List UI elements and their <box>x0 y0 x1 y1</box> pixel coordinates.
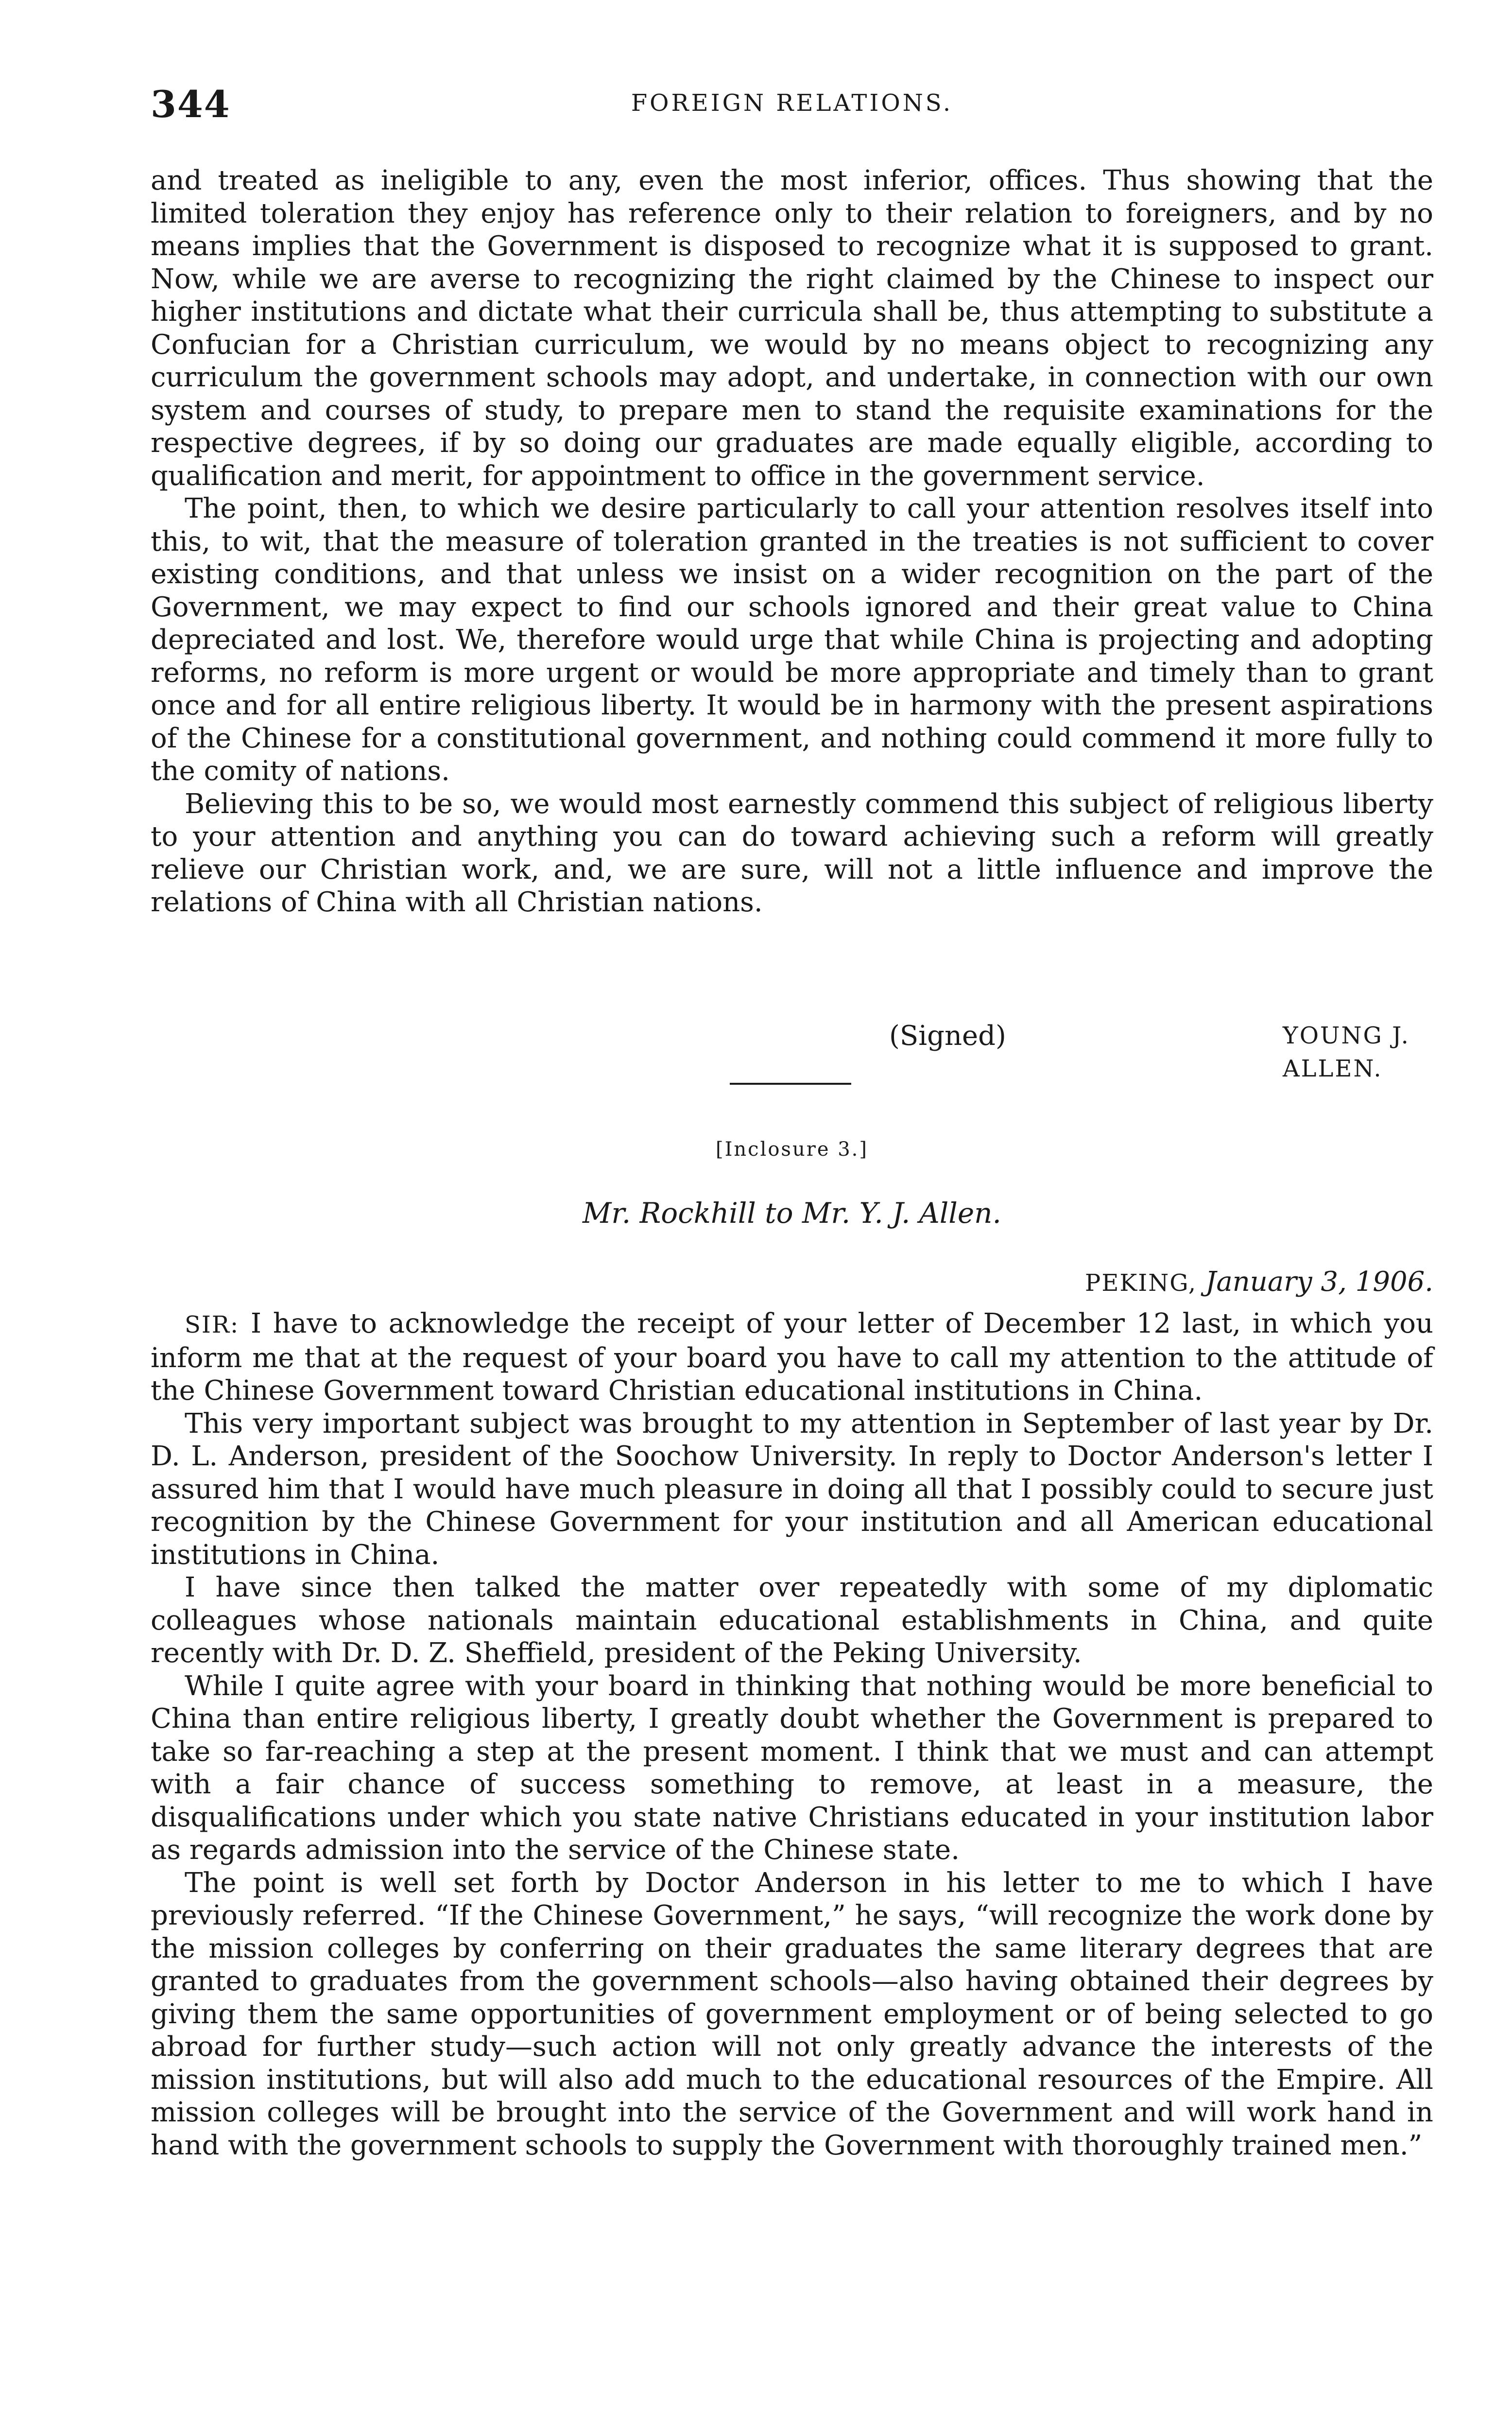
letter-2-opening-paragraph <box>151 1307 1433 1407</box>
letter-1-body <box>151 164 1433 919</box>
inclosure-label: [Inclosure 3.] <box>715 1138 868 1161</box>
section-divider <box>730 1083 851 1085</box>
page-number: 344 <box>151 83 231 126</box>
dateline-date: January 3, 1906. <box>1205 1266 1433 1298</box>
signature-name: YOUNG J. ALLEN. <box>1283 1022 1410 1082</box>
letter-1-paragraph: Believing this to be so, we would most earnestly commend this subject of religious liberty to your attention and anything you can do toward achieving such a reform will greatly relieve our Christian work, and, we are sure, will not a little influence and improve the relations of China with all Christian nations. <box>151 788 1433 918</box>
dateline <box>151 1266 1433 1298</box>
letter-2-paragraph: I have since then talked the matter over repeatedly with some of my diplomatic colleagues whose nationals maintain educational establishments in China, and quite recently with Dr. D. Z. Sheffield, president of the Peking University. <box>151 1572 1433 1669</box>
running-title: FOREIGN RELATIONS. <box>631 89 953 117</box>
dateline-place: PEKING, <box>1085 1269 1197 1297</box>
salutation: SIR: <box>185 1311 240 1338</box>
letter-1-paragraph: The point, then, to which we desire particularly to call your attention resolves itself into this, to wit, that the measure of toleration granted in the treaties is not sufficient to cover existing conditions, and that unless we insist on a wider recognition on the part of the Government, we may expect to find our schools ignored and their great value to China depreciated and lost. We, therefore would urge that while China is projecting and adopting reforms, no reform is more urgent or would be more appropriate and timely than to grant once and for all entire religious liberty. It would be in harmony with the present aspirations of the Chinese for a constitutional government, and nothing could commend it more fully to the comity of nations. <box>151 493 1433 787</box>
running-header <box>151 83 1433 131</box>
opening-text: I have to acknowledge the receipt of your letter of December 12 last, in which you inform me that at the request of your board you have to call my attention to the attitude of the Chinese Government toward Christian educational institutions in China. <box>151 1308 1433 1406</box>
letter-2-body <box>151 1307 1433 2162</box>
signed-label: (Signed) <box>889 1020 1006 1052</box>
letter-2-paragraph: This very important subject was brought to my attention in September of last year by Dr. D. L. Anderson, president of the Soochow University. In reply to Doctor Anderson's letter I assured him that I would have much pleasure in doing all that I possibly could to secure just recognition by the Chinese Government for your institution and all American educational institutions in China. <box>151 1407 1433 1571</box>
letter-1-paragraph: and treated as ineligible to any, even the most inferior, offices. Thus showing that the limited toleration they enjoy has reference only to their relation to foreigners, and by no means implies that the Government is disposed to recognize what it is supposed to grant. Now, while we are averse to recognizing the right claimed by the Chinese to inspect our higher institutions and dictate what their curricula shall be, thus attempting to substitute a Confucian for a Christian curriculum, we would by no means object to recognizing any curriculum the government schools may adopt, and undertake, in connection with our own system and courses of study, to prepare men to stand the requisite examinations for the respective degrees, if by so doing our graduates are made equally eligible, according to qualification and merit, for appointment to office in the government service. <box>151 165 1433 492</box>
letter-2-paragraph: While I quite agree with your board in thinking that nothing would be more beneficial to China than entire religious liberty, I greatly doubt whether the Government is prepared to take so far-reaching a step at the present moment. I think that we must and can attempt with a fair chance of success something to remove, at least in a measure, the disqualifications under which you state native Christians educated in your institution labor as regards admission into the service of the Chinese state. <box>151 1670 1433 1866</box>
letter-2-paragraph: The point is well set forth by Doctor Anderson in his letter to me to which I have previously referred. “If the Chinese Government,” he says, “will recognize the work done by the mission colleges by conferring on their graduates the same literary degrees that are granted to graduates from the government schools—also having obtained their degrees by giving them the same opportunities of government employment or of being selected to go abroad for further study—such action will not only greatly advance the interests of the mission institutions, but will also add much to the educational resources of the Empire. All mission colleges will be brought into the service of the Government and will work hand in hand with the government schools to supply the Government with thoroughly trained men.” <box>151 1867 1433 2161</box>
letter-title: Mr. Rockhill to Mr. Y. J. Allen. <box>583 1197 1001 1230</box>
